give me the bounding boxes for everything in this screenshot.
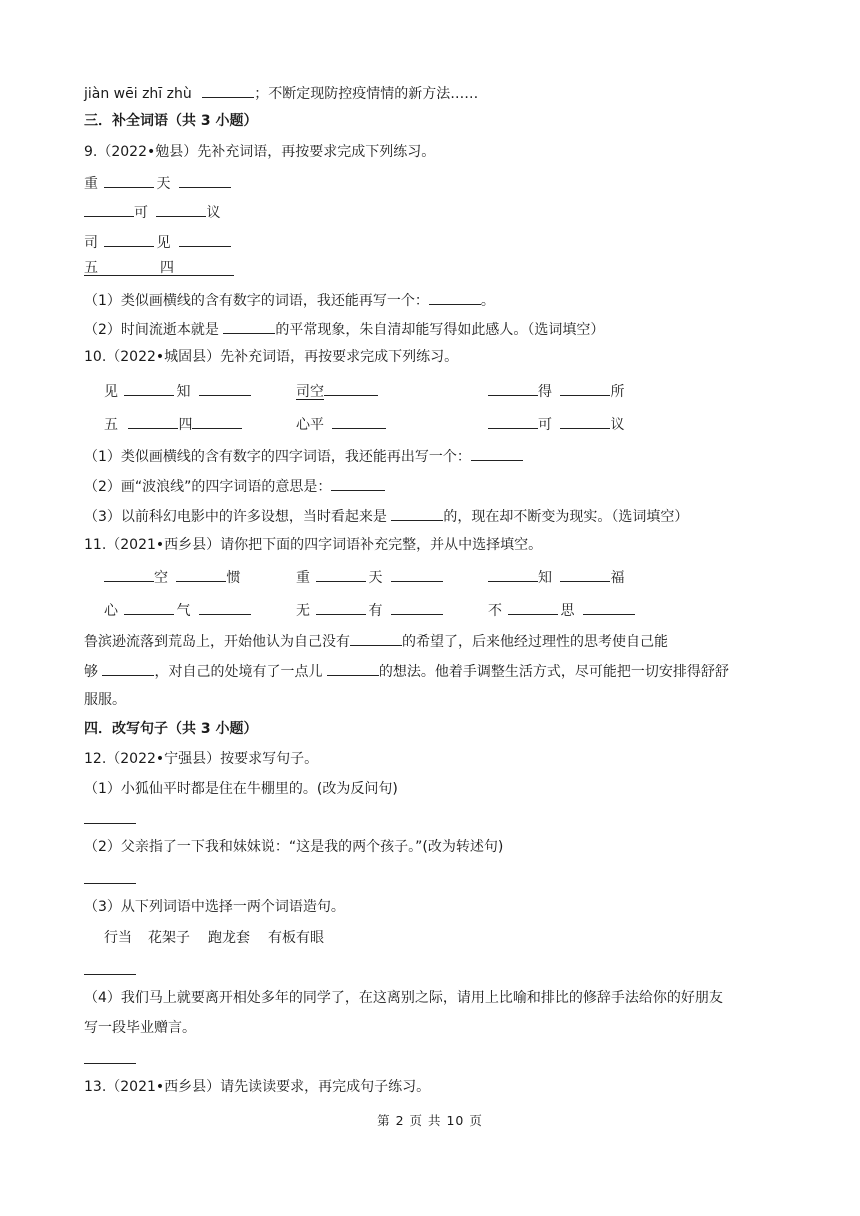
word-char: 重 [84,176,98,192]
answer-blank[interactable] [391,599,443,615]
word-char: 五 [104,417,118,433]
section-title-3: 三．补全词语（共 3 小题） [84,113,258,129]
q12-sub1: （1）小狐仙平时都是住在牛棚里的。(改为反问句) [84,781,398,797]
word-choice: 行当 [104,930,132,946]
paragraph-text: 的想法。他着手调整生活方式，尽可能把一切安排得舒舒 [378,664,729,680]
answer-blank[interactable] [104,566,154,582]
answer-blank[interactable] [560,566,610,582]
q13-stem: 13.（2021•西乡县）请先读读要求，再完成句子练习。 [84,1079,431,1095]
answer-blank[interactable] [560,380,610,396]
answer-blank[interactable] [316,566,366,582]
answer-blank[interactable] [324,380,378,396]
word-char: 知 [176,384,191,400]
q9-sub2 [84,318,604,340]
answer-blank[interactable] [488,566,538,582]
underline-mark [84,275,234,276]
answer-blank[interactable] [192,413,242,429]
answer-blank[interactable] [199,599,251,615]
q11-word-6 [488,599,635,621]
answer-blank[interactable] [327,660,379,676]
q12-sub2: （2）父亲指了一下我和妹妹说：“这是我的两个孩子。”(改为转述句) [84,839,504,855]
word-char: 可 [538,417,552,433]
word-char: 不 [488,603,502,619]
answer-blank[interactable] [471,445,523,461]
q10-word-1 [104,380,251,402]
answer-blank[interactable] [332,413,386,429]
answer-blank[interactable] [104,231,154,247]
answer-blank[interactable] [391,505,443,521]
answer-blank[interactable] [223,318,275,334]
word-char: 重 [296,570,310,586]
sub-question-text: （1）类似画横线的含有数字的词语，我还能再写一个： [84,293,429,309]
answer-blank[interactable] [202,82,254,98]
word-char: 见 [156,235,171,251]
q12-sub3: （3）从下列词语中选择一两个词语造句。 [84,899,345,915]
answer-line[interactable] [84,823,136,824]
answer-line[interactable] [84,1063,136,1064]
word-char: 思 [560,603,575,619]
answer-line[interactable] [84,974,136,975]
q11-word-4 [104,599,251,621]
word-choices [104,928,324,948]
answer-blank[interactable] [488,413,538,429]
q10-word-2 [296,380,378,402]
q11-word-1 [104,566,240,588]
word-char: 可 [134,205,148,221]
q10-word-4 [104,413,242,435]
q9-row2 [84,201,220,223]
word-char: 有 [368,603,383,619]
answer-blank[interactable] [179,231,231,247]
answer-line[interactable] [84,883,136,884]
q11-word-2 [296,566,443,588]
q10-sub3 [84,505,688,527]
word-choice: 花架子 [148,930,190,946]
word-char: 天 [368,570,383,586]
pinyin-line [84,82,478,104]
answer-blank[interactable] [429,289,481,305]
answer-blank[interactable] [124,380,174,396]
q11-word-5 [296,599,443,621]
q9-row1 [84,172,231,194]
word-char: 司空 [296,384,324,400]
answer-blank[interactable] [124,599,174,615]
word-char: 五 [84,260,98,276]
word-char: 心平 [296,417,324,433]
answer-blank[interactable] [350,630,402,646]
word-char: 气 [176,603,191,619]
section-title-4: 四．改写句子（共 3 小题） [84,721,258,737]
answer-blank[interactable] [391,566,443,582]
sub-question-text: 的，现在却不断变为现实。（选词填空） [443,509,689,525]
word-char: 见 [104,384,118,400]
punctuation: 。 [480,293,495,309]
word-char: 议 [610,417,625,433]
q9-sub1 [84,289,495,311]
q12-sub4-line1: （4）我们马上就要离开相处多年的同学了，在这离别之际，请用上比喻和排比的修辞手法给你的好朋友 [84,990,723,1006]
q12-sub4-line2: 写一段毕业赠言。 [84,1020,196,1036]
answer-blank[interactable] [84,201,134,217]
answer-blank[interactable] [331,475,385,491]
paragraph-text: ，对自己的处境有了一点儿 [154,664,327,680]
answer-blank[interactable] [583,599,635,615]
pinyin-text: jiàn wēi zhī zhù [84,86,192,102]
q11-paragraph-line-1 [84,630,668,652]
sub-question-text: （1）类似画横线的含有数字的四字词语，我还能再出写一个： [84,449,471,465]
word-char: 无 [296,603,310,619]
q11-stem: 11.（2021•西乡县）请你把下面的四字词语补充完整，并从中选择填空。 [84,537,543,553]
answer-blank[interactable] [316,599,366,615]
word-choice: 跑龙套 [208,930,250,946]
q10-word-6 [488,413,624,435]
answer-blank[interactable] [488,380,538,396]
q10-word-3 [488,380,624,402]
word-char: 司 [84,235,98,251]
word-char: 惯 [226,570,241,586]
answer-blank[interactable] [156,201,206,217]
q10-sub2 [84,475,385,497]
answer-blank[interactable] [104,172,154,188]
answer-blank[interactable] [179,172,231,188]
word-char: 所 [610,384,625,400]
answer-blank[interactable] [128,413,178,429]
word-char: 空 [154,570,168,586]
q12-stem: 12.（2022•宁强县）按要求写句子。 [84,751,319,767]
word-char: 心 [104,603,118,619]
q10-word-5 [296,413,386,435]
q11-paragraph-line-2 [84,660,729,682]
answer-blank[interactable] [508,599,558,615]
paragraph-text: 鲁滨逊流落到荒岛上，开始他认为自己没有 [84,634,350,650]
word-char: 知 [538,570,552,586]
word-char: 四 [178,417,193,433]
q9-row3 [84,231,231,253]
page-number: 第 2 页 共 10 页 [377,1113,483,1128]
sub-question-text: （3）以前科幻电影中的许多设想，当时看起来是 [84,509,392,525]
q10-sub1 [84,445,523,467]
q11-paragraph-line-3: 服服。 [84,692,126,708]
pinyin-line-text: ；不断定现防控疫情情的新方法…… [254,86,479,102]
answer-blank[interactable] [199,380,251,396]
paragraph-text: 够 [84,664,103,680]
sub-question-text: （2）画“波浪线”的四字词语的意思是： [84,479,332,495]
answer-blank[interactable] [102,660,154,676]
paragraph-text: 的希望了，后来他经过理性的思考使自己能 [402,634,668,650]
q9-stem: 9.（2022•勉县）先补充词语，再按要求完成下列练习。 [84,144,436,160]
answer-blank[interactable] [176,566,226,582]
q11-word-3 [488,566,624,588]
word-choice: 有板有眼 [268,930,324,946]
word-char: 四 [160,260,174,276]
sub-question-text: （2）时间流逝本就是 [84,322,224,338]
q10-stem: 10.（2022•城固县）先补充词语，再按要求完成下列练习。 [84,349,459,365]
sub-question-text: 的平常现象，朱自清却能写得如此感人。（选词填空） [275,322,605,338]
word-char: 得 [538,384,552,400]
answer-blank[interactable] [560,413,610,429]
word-char: 福 [610,570,625,586]
word-char: 天 [156,176,171,192]
word-char: 议 [206,205,221,221]
